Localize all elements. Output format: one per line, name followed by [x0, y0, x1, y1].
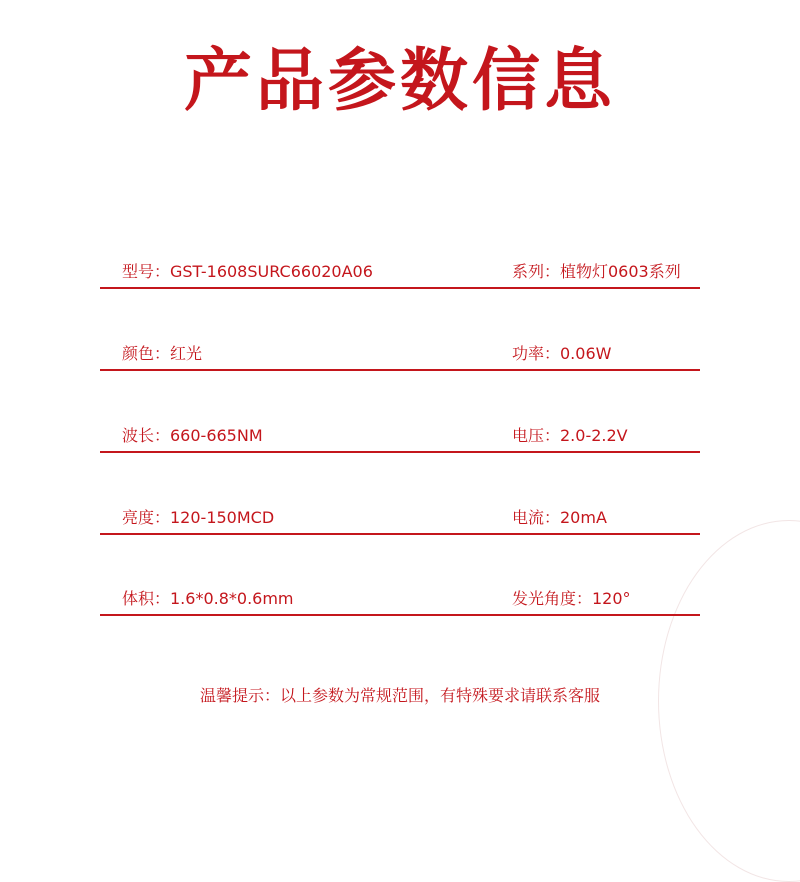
spec-row	[100, 341, 700, 371]
row-divider	[100, 287, 700, 289]
row-divider	[100, 451, 700, 453]
spec-row	[100, 505, 700, 535]
row-divider	[100, 533, 700, 535]
spec-voltage: 电压：2.0-2.2V	[512, 426, 628, 445]
page-title: 产品参数信息	[183, 42, 616, 121]
spec-color: 颜色：红光	[122, 344, 203, 363]
footnote: 温馨提示：以上参数为常规范围，有特殊要求请联系客服	[199, 686, 600, 705]
row-divider	[100, 369, 700, 371]
spec-brightness: 亮度：120-150MCD	[122, 508, 275, 527]
spec-series: 系列：植物灯0603系列	[512, 262, 681, 281]
spec-model: 型号：GST-1608SURC66020A06	[122, 262, 373, 281]
spec-power: 功率：0.06W	[512, 344, 612, 363]
spec-row	[100, 423, 700, 453]
spec-row	[100, 586, 700, 616]
row-divider	[100, 614, 700, 616]
spec-current: 电流：20mA	[512, 508, 607, 527]
spec-wavelength: 波长：660-665NM	[122, 426, 263, 445]
spec-row	[100, 259, 700, 289]
spec-size: 体积：1.6*0.8*0.6mm	[122, 589, 294, 608]
spec-angle: 发光角度：120°	[512, 589, 631, 608]
